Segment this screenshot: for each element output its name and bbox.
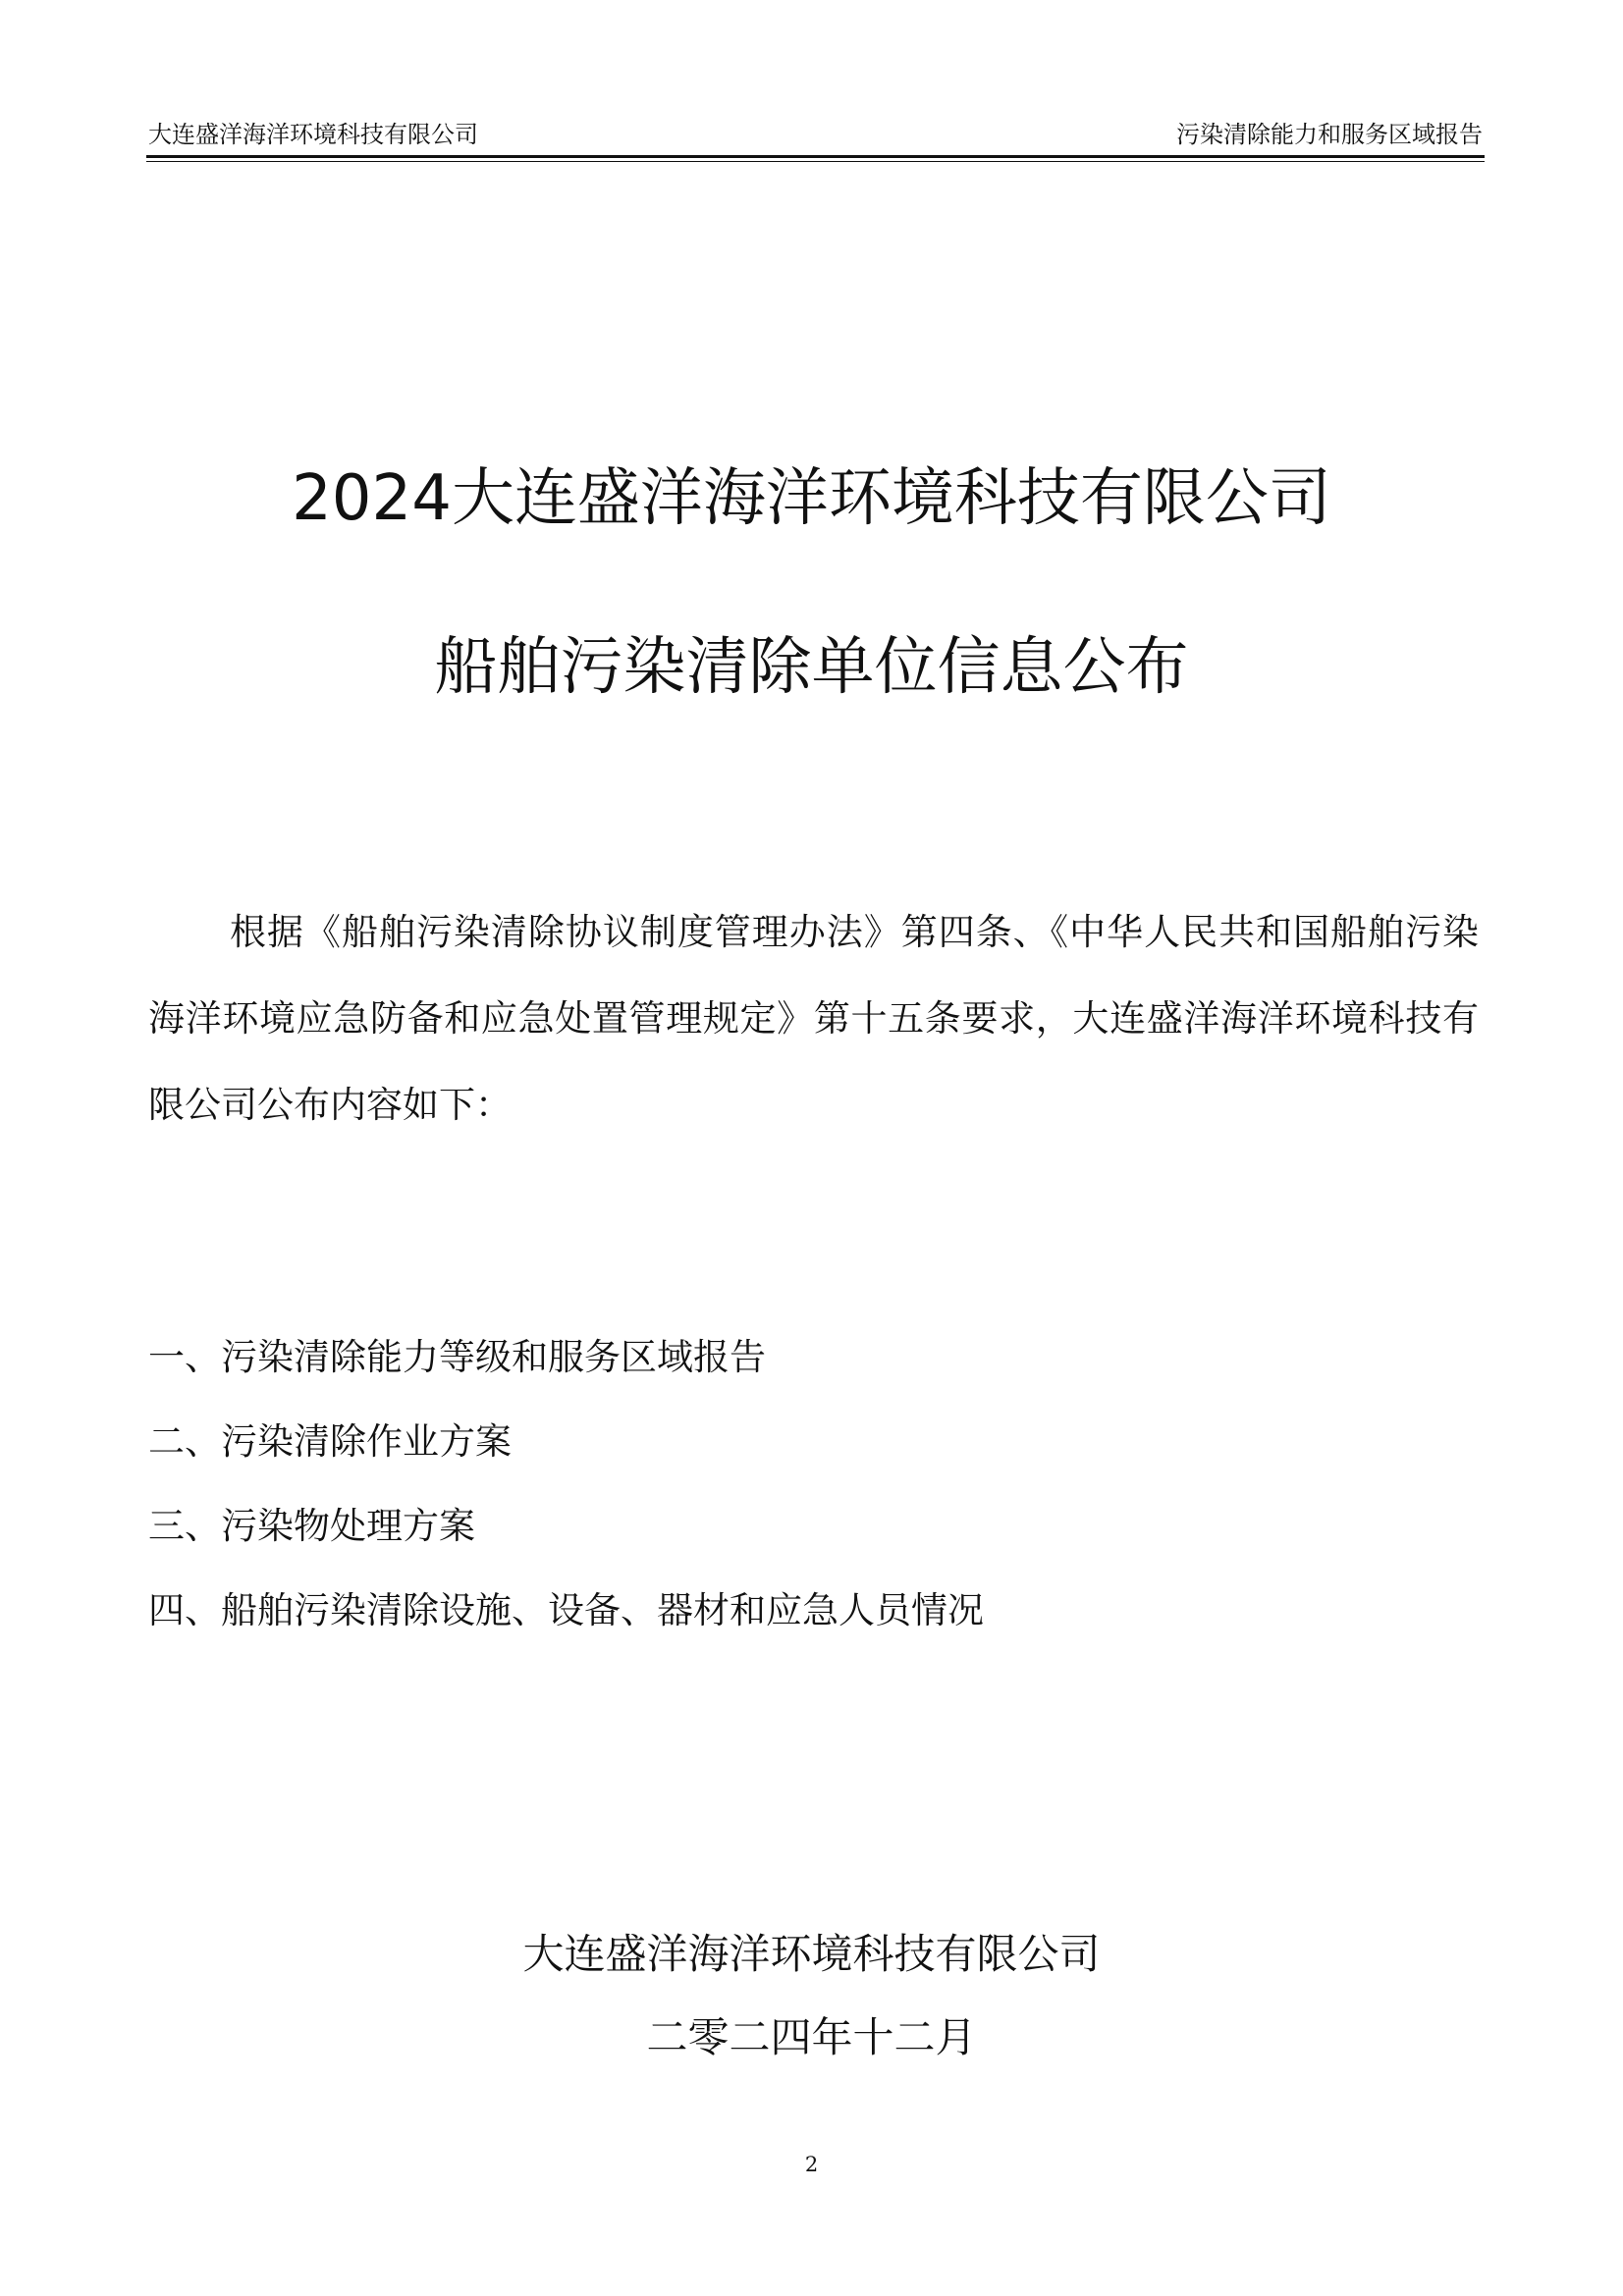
list-item: 一、污染清除能力等级和服务区域报告: [148, 1336, 766, 1378]
intro-paragraph: 根据《船舶污染清除协议制度管理办法》第四条、《中华人民共和国船舶污染海洋环境应急防备和应急处置管理规定》第十五条要求，大连盛洋海洋环境科技有限公司公布内容如下：: [148, 911, 1479, 1126]
list-item: 四、船舶污染清除设施、设备、器材和应急人员情况: [148, 1589, 984, 1631]
signature-company: 大连盛洋海洋环境科技有限公司: [522, 1930, 1101, 1978]
document-title-line-2: 船舶污染清除单位信息公布: [434, 631, 1189, 704]
signature-date: 二零二四年十二月: [646, 2013, 977, 2061]
list-item: 二、污染清除作业方案: [148, 1420, 512, 1463]
content-list: [148, 1315, 984, 1653]
header-report-title: 污染清除能力和服务区域报告: [1176, 121, 1483, 148]
page-number: 2: [804, 2153, 819, 2176]
header-divider-thin: [146, 161, 1485, 162]
header-divider-thick: [146, 155, 1485, 158]
list-item: 三、污染物处理方案: [148, 1505, 475, 1547]
header-company-name: 大连盛洋海洋环境科技有限公司: [148, 121, 478, 148]
document-title-line-1: 2024大连盛洋海洋环境科技有限公司: [292, 462, 1331, 535]
